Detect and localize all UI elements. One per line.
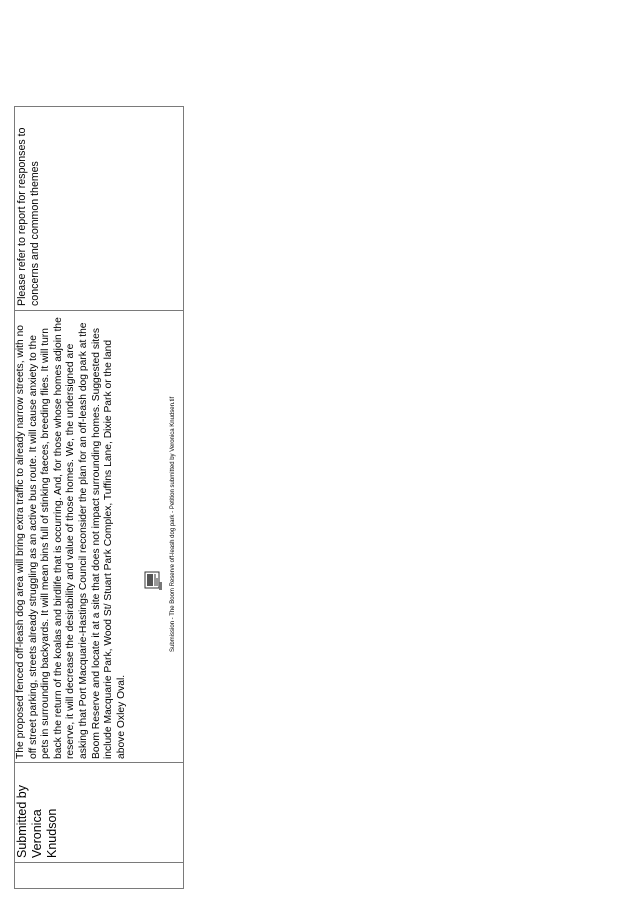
empty-cell — [15, 862, 183, 888]
table-row — [15, 107, 183, 888]
submitted-by-text: Submitted by Veronica Knudson — [15, 785, 59, 858]
response-text: Please refer to report for responses to concerns and common themes — [16, 127, 41, 306]
attachment-caption[interactable]: Submission - The Boom Reserve off-leash dog park - Petition submitted by Veronica Knudsen.tif — [170, 396, 176, 652]
attachment[interactable] — [143, 396, 179, 652]
submission-cell — [15, 310, 183, 762]
document-attachment-icon[interactable] — [143, 568, 163, 592]
submitted-by-cell — [15, 762, 183, 862]
response-cell — [15, 107, 183, 310]
submission-table — [14, 106, 184, 889]
submission-text: The proposed fenced off-leash dog area will bring extra traffic to already narrow streets, with no off street parking, streets already struggling as an active bus route. It will cause anxiety to the pets in surrounding backyards. It will mean bins full of stinking faeces, breeding flies. It will turn back the return of the koalas and birdlife that is occurring. And, for those whose homes adjoin the reserve, it will decrease the desirability and value of those homes. We, the undersigned are asking that Port Macquarie-Hastings Council reconsider the plan for an off-leash dog park at the Boom Reserve and locate it at a site that does not impact surrounding homes. Suggested sites include Macquarie Park, Wood St/ Stuart Park Complex, Tuffins Lane, Dixie Park or the land above Oxley Oval. — [15, 317, 127, 759]
